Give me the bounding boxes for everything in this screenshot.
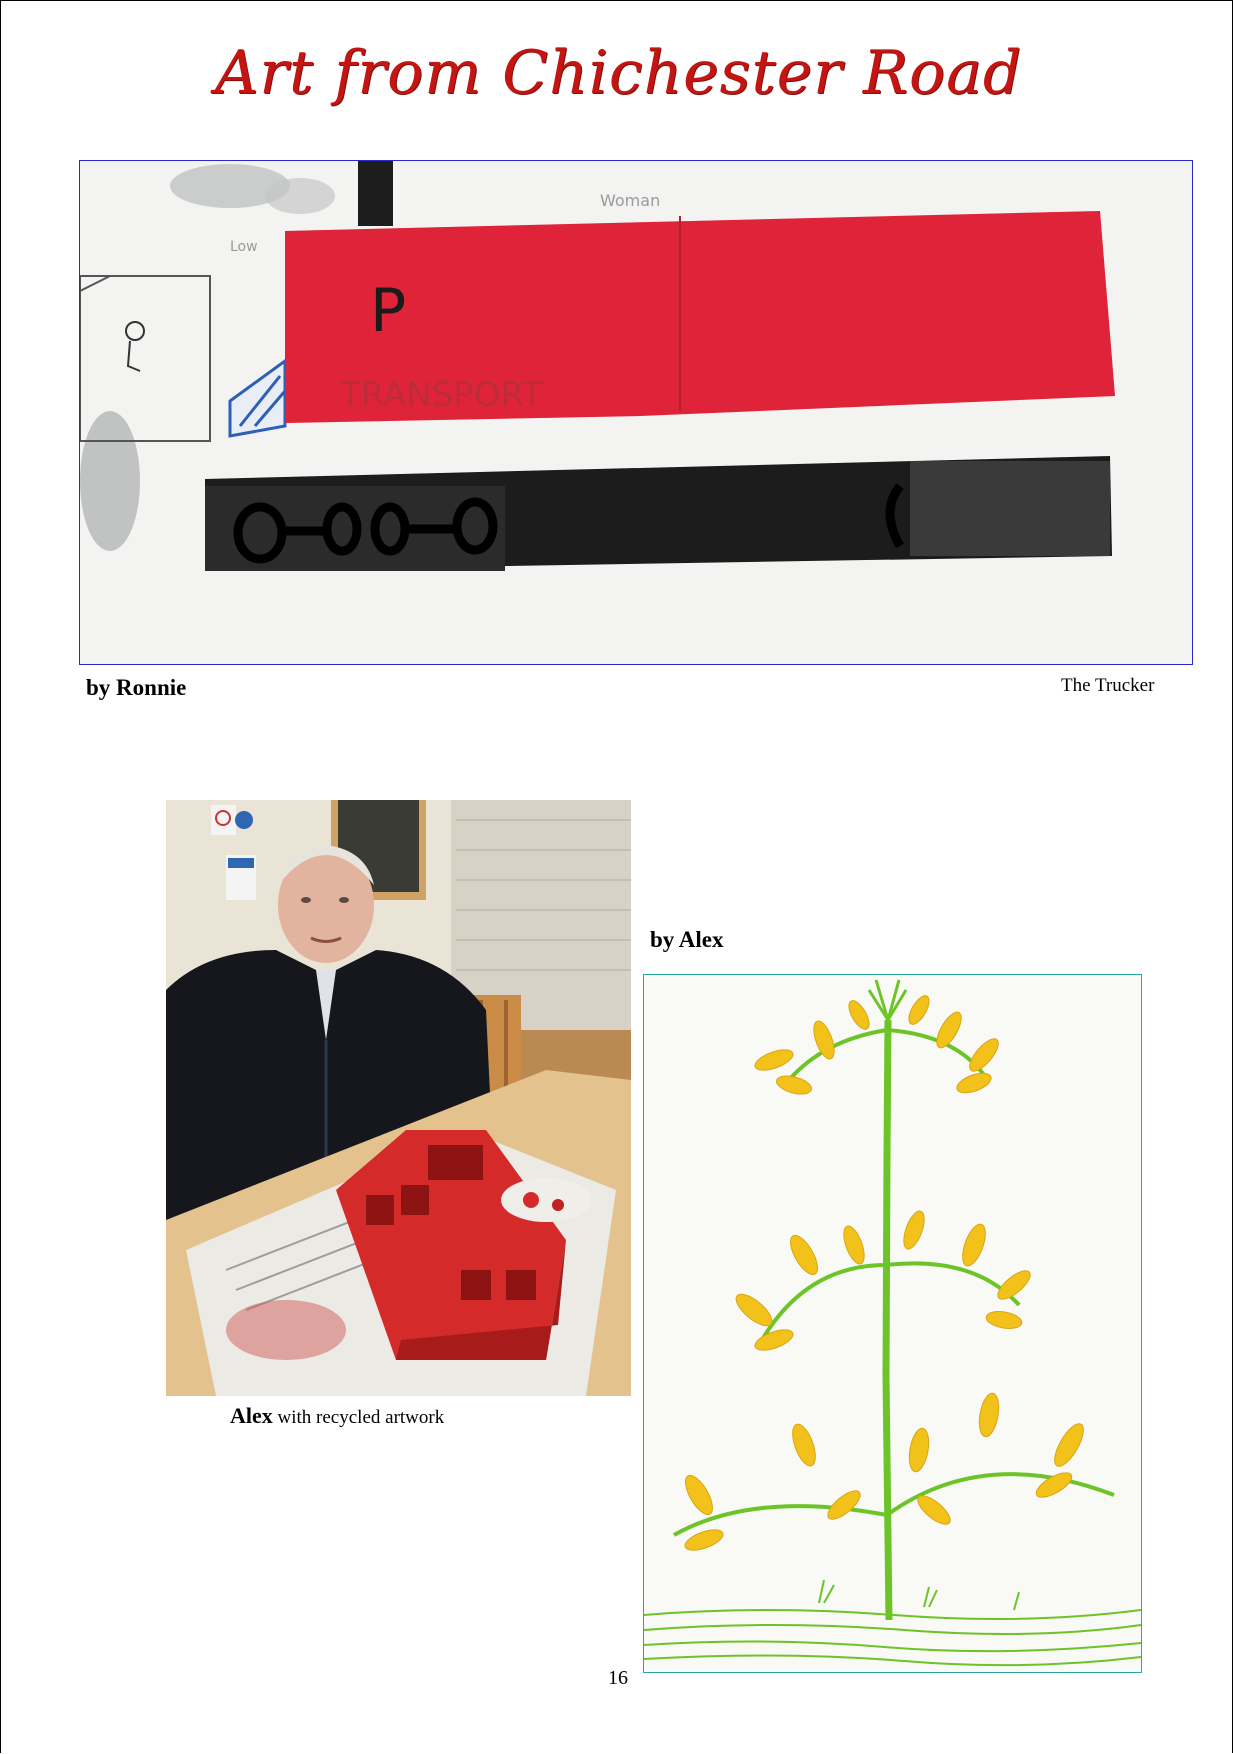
alex-photo	[166, 800, 631, 1396]
photo-caption-name: Alex	[230, 1403, 273, 1428]
cab-letter: P	[370, 276, 407, 346]
page-title: Art from Chichester Road	[215, 38, 1023, 108]
truck-artwork-title: The Trucker	[1061, 675, 1155, 696]
truck-artwork-image	[79, 160, 1193, 665]
page-number: 16	[608, 1667, 628, 1689]
photo-caption	[230, 1403, 444, 1429]
truck-artist-credit: by Ronnie	[86, 675, 187, 700]
plant-artwork-image	[643, 974, 1142, 1673]
svg-text:TRANSPORT: TRANSPORT	[340, 375, 543, 415]
svg-text:Woman: Woman	[600, 191, 661, 210]
plant-artist-credit: by Alex	[650, 927, 724, 952]
svg-text:Low: Low	[230, 239, 258, 255]
photo-caption-rest: with recycled artwork	[272, 1407, 445, 1428]
